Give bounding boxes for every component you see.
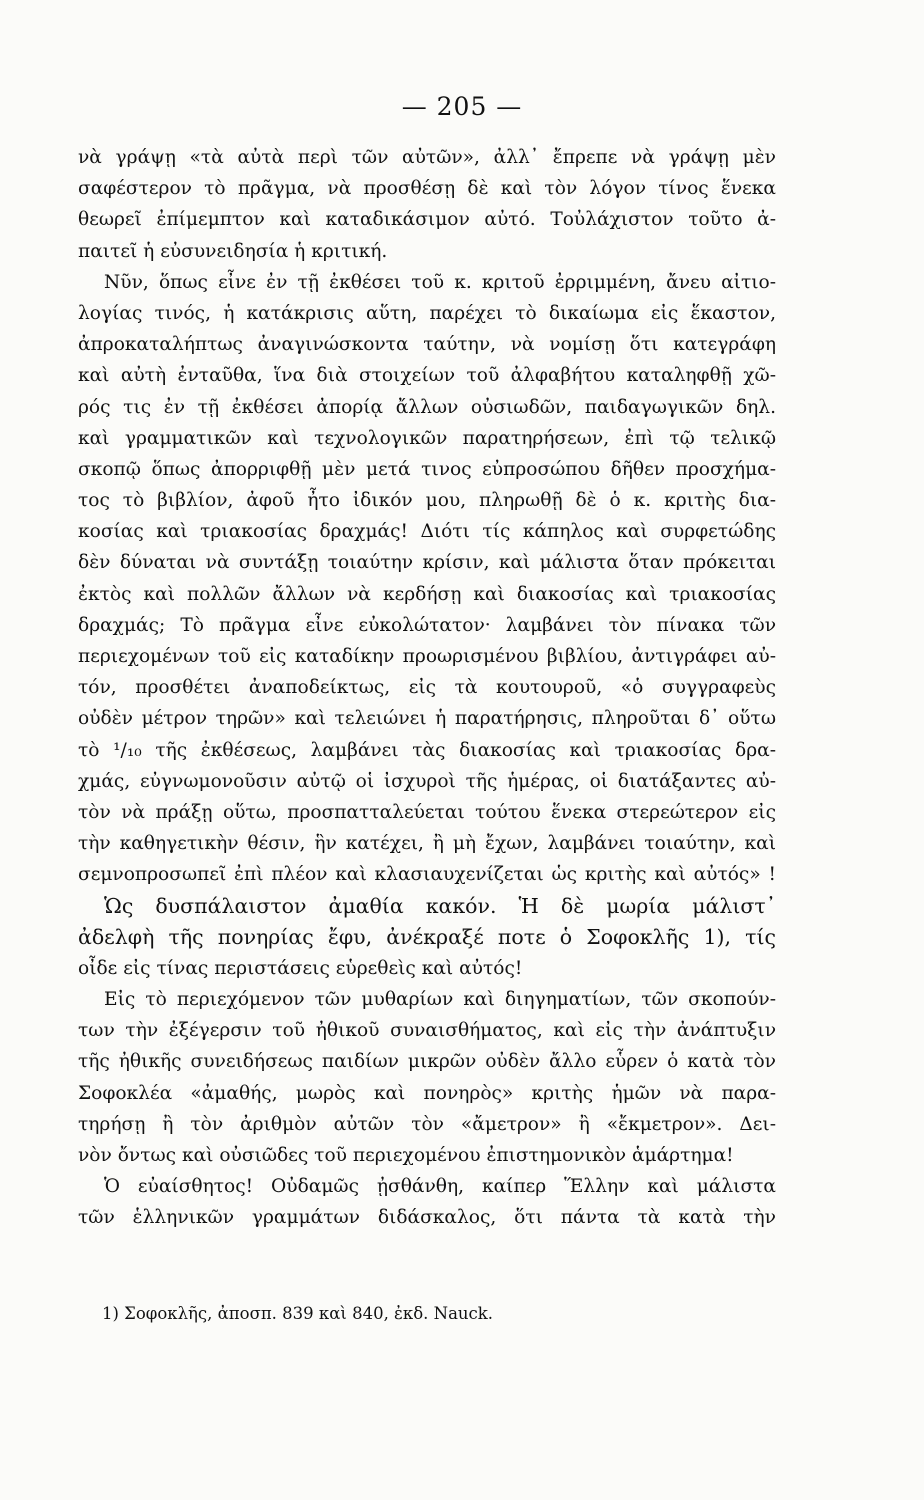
text-line: σαφέστερον τὸ πρᾶγμα, νὰ προσθέσῃ δὲ καὶ τὸν λόγον τίνος ἕνεκα: [78, 178, 776, 200]
text-line: τὴν καθηγετικὴν θέσιν, ἣν κατέχει, ἢ μὴ ἔχων, λαμβάνει τοιαύτην, καὶ: [78, 833, 776, 855]
text-line: κοσίας καὶ τριακοσίας δραχμάς! Διότι τίς κάπηλος καὶ συρφετώδης: [78, 521, 776, 543]
body-text: [78, 142, 776, 1234]
text-line: τόν, προσθέτει ἀναποδείκτως, εἰς τὰ κουτουροῦ, «ὁ συγγραφεὺς: [78, 677, 776, 699]
text-line: σεμνοπροσωπεῖ ἐπὶ πλέον καὶ κλασιαυχενίζεται ὡς κριτὴς καὶ αὐτός» !: [78, 864, 776, 886]
text-line: ἀπροκαταλήπτως ἀναγινώσκοντα ταύτην, νὰ νομίσῃ ὅτι κατεγράφη: [78, 334, 776, 356]
text-line: τος τὸ βιβλίον, ἀφοῦ ἦτο ἰδικόν μου, πληρωθῇ δὲ ὁ κ. κριτὴς δια-: [78, 490, 776, 512]
text-line: θεωρεῖ ἐπίμεμπτον καὶ καταδικάσιμον αὐτό. Τοὐλάχιστον τοῦτο ἀ-: [78, 209, 776, 231]
text-line: τὸν νὰ πράξῃ οὕτω, προσπατταλεύεται τούτου ἕνεκα στερεώτερον εἰς: [78, 801, 776, 823]
text-line: δραχμάς; Τὸ πρᾶγμα εἶνε εὐκολώτατον· λαμβάνει τὸν πίνακα τῶν: [78, 614, 776, 636]
text-line: οἶδε εἰς τίνας περιστάσεις εὑρεθεὶς καὶ αὐτός!: [78, 957, 523, 979]
text-line: Ὁ εὐαίσθητος! Οὐδαμῶς ᾐσθάνθη, καίπερ Ἕλλην καὶ μάλιστα: [104, 1176, 776, 1198]
text-line: Σοφοκλέα «ἀμαθής, μωρὸς καὶ πονηρὸς» κριτὴς ἡμῶν νὰ παρα-: [78, 1082, 776, 1104]
text-line: δὲν δύναται νὰ συντάξῃ τοιαύτην κρίσιν, καὶ μάλιστα ὅταν πρόκειται: [78, 552, 776, 574]
text-line: τὸ ¹/₁₀ τῆς ἐκθέσεως, λαμβάνει τὰς διακοσίας καὶ τριακοσίας δρα-: [78, 739, 776, 761]
text-line: ἐκτὸς καὶ πολλῶν ἄλλων νὰ κερδήσῃ καὶ διακοσίας καὶ τριακοσίας: [78, 583, 776, 605]
text-line: σκοπῷ ὅπως ἀπορριφθῇ μὲν μετά τινος εὐπροσώπου δῆθεν προσχήμα-: [78, 458, 776, 480]
text-line: νὸν ὄντως καὶ οὐσιῶδες τοῦ περιεχομένου ἐπιστημονικὸν ἁμάρτημα!: [78, 1145, 734, 1166]
text-line: Εἰς τὸ περιεχόμενον τῶν μυθαρίων καὶ διηγηματίων, τῶν σκοπούν-: [104, 989, 776, 1011]
text-line: τηρήσῃ ἢ τὸν ἀριθμὸν αὐτῶν τὸν «ἄμετρον» ἢ «ἔκμετρον». Δει-: [78, 1113, 776, 1135]
page-number: — 205 —: [401, 92, 523, 121]
text-line: παιτεῖ ἡ εὐσυνειδησία ἡ κριτική.: [78, 240, 388, 262]
text-line: τῶν ἑλληνικῶν γραμμάτων διδάσκαλος, ὅτι πάντα τὰ κατὰ τὴν: [78, 1207, 776, 1229]
text-line: ἀδελφὴ τῆς πονηρίας ἔφυ, ἀνέκραξέ ποτε ὁ Σοφοκλῆς 1), τίς: [78, 924, 776, 949]
text-line: καὶ αὐτὴ ἐνταῦθα, ἵνα διὰ στοιχείων τοῦ ἀλφαβήτου καταληφθῇ χῶ-: [78, 365, 776, 387]
text-line: Ὡς δυσπάλαιστον ἀμαθία κακόν. Ἡ δὲ μωρία μάλιστ᾽: [104, 893, 776, 918]
text-line: χμάς, εὐγνωμονοῦσιν αὐτῷ οἱ ἰσχυροὶ τῆς ἡμέρας, οἱ διατάξαντες αὐ-: [78, 770, 776, 792]
text-line: τῆς ἠθικῆς συνειδήσεως παιδίων μικρῶν οὐδὲν ἄλλο εὗρεν ὁ κατὰ τὸν: [78, 1051, 776, 1073]
text-line: των τὴν ἐξέγερσιν τοῦ ἠθικοῦ συναισθήματος, καὶ εἰς τὴν ἀνάπτυξιν: [78, 1020, 776, 1042]
text-line: καὶ γραμματικῶν καὶ τεχνολογικῶν παρατηρήσεων, ἐπὶ τῷ τελικῷ: [78, 427, 776, 449]
footnote: 1) Σοφοκλῆς, ἀποσπ. 839 καὶ 840, ἐκδ. Nauck.: [102, 1304, 494, 1323]
text-line: λογίας τινός, ἡ κατάκρισις αὕτη, παρέχει τὸ δικαίωμα εἰς ἕκαστον,: [78, 302, 776, 324]
text-line: περιεχομένων τοῦ εἰς καταδίκην προωρισμένου βιβλίου, ἀντιγράφει αὐ-: [78, 646, 776, 667]
text-line: οὐδὲν μέτρον τηρῶν» καὶ τελειώνει ἡ παρατήρησις, πληροῦται δ᾽ οὕτω: [78, 708, 776, 730]
text-line: Νῦν, ὅπως εἶνε ἐν τῇ ἐκθέσει τοῦ κ. κριτοῦ ἐρριμμένη, ἄνευ αἰτιο-: [104, 271, 776, 293]
text-line: νὰ γράψῃ «τὰ αὐτὰ περὶ τῶν αὐτῶν», ἀλλ᾽ ἔπρεπε νὰ γράψῃ μὲν: [78, 147, 776, 168]
text-line: ρός τις ἐν τῇ ἐκθέσει ἀπορίᾳ ἄλλων οὐσιωδῶν, παιδαγωγικῶν δηλ.: [78, 396, 776, 418]
